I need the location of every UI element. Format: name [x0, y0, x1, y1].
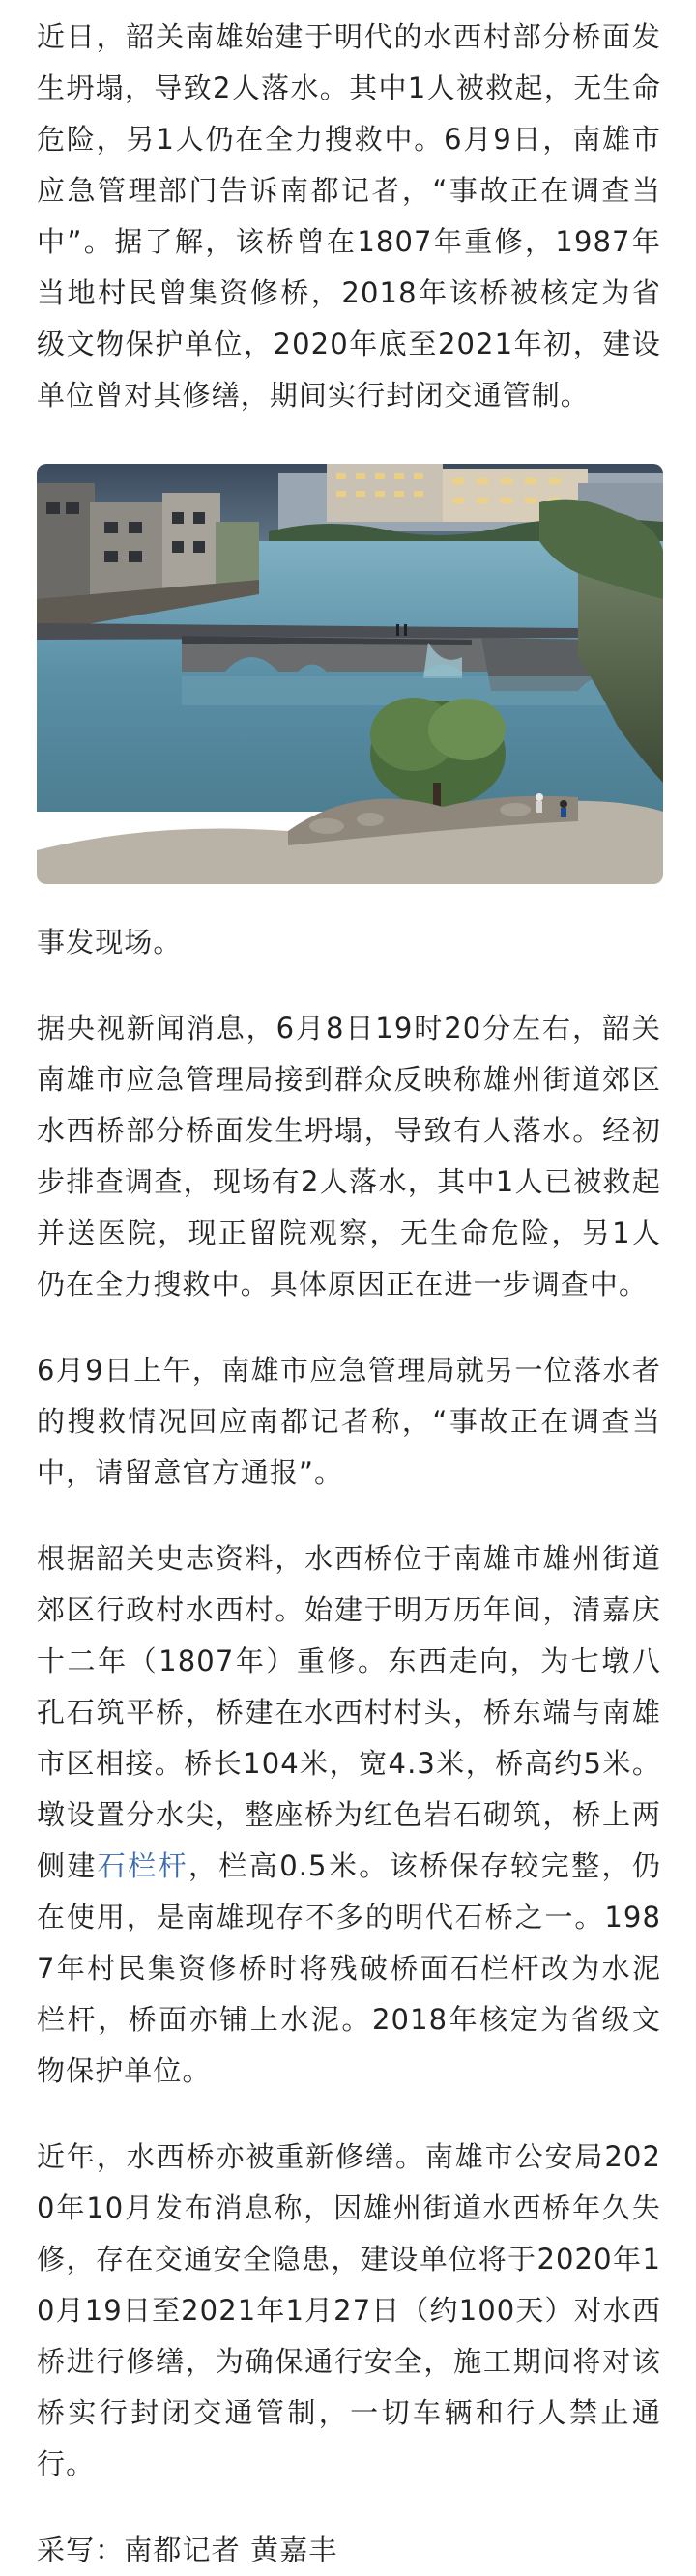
photo-caption: 事发现场。	[37, 926, 183, 959]
bridge-scene-photo	[37, 464, 663, 884]
article-paragraph-history	[37, 1533, 661, 2097]
history-text-after-link: ，栏高0.5米。该桥保存较完整，仍在使用，是南雄现存不多的明代石桥之一。1987年村民集资修桥时将残破桥面石栏杆改为水泥栏杆，桥面亦铺上水泥。2018年核定为省级文物保护单位。	[37, 1849, 661, 2087]
byline: 采写：南都记者 黄嘉丰	[37, 2533, 338, 2566]
article-paragraph-intro: 近日，韶关南雄始建于明代的水西村部分桥面发生坍塌，导致2人落水。其中1人被救起，无生命危险，另1人仍在全力搜救中。6月9日，南雄市应急管理部门告诉南都记者，“事故正在调查当中”。据了解，该桥曾在1807年重修，1987年当地村民曾集资修桥，2018年该桥被核定为省级文物保护单位，2020年底至2021年初，建设单位曾对其修缮，期间实行封闭交通管制。	[37, 20, 661, 412]
news-photo[interactable]	[37, 464, 663, 884]
article-paragraph-response: 6月9日上午，南雄市应急管理局就另一位落水者的搜救情况回应南都记者称，“事故正在调查当中，请留意官方通报”。	[37, 1354, 661, 1489]
history-text-before-link: 根据韶关史志资料，水西桥位于南雄市雄州街道郊区行政村水西村。始建于明万历年间，清嘉庆十二年（1807年）重修。东西走向，为七墩八孔石筑平桥，桥建在水西村村头，桥东端与南雄市区相接。桥长104米，宽4.3米，桥高约5米。墩设置分水尖，整座桥为红色岩石砌筑，桥上两侧建	[37, 1542, 661, 1882]
article-paragraph-cctv: 据央视新闻消息，6月8日19时20分左右，韶关南雄市应急管理局接到群众反映称雄州街道郊区水西桥部分桥面发生坍塌，导致有人落水。经初步排查调查，现场有2人落水，其中1人已被救起并送医院，现正留院观察，无生命危险，另1人仍在全力搜救中。具体原因正在进一步调查中。	[37, 1012, 661, 1301]
article-paragraph-repair: 近年，水西桥亦被重新修缮。南雄市公安局2020年10月发布消息称，因雄州街道水西桥年久失修，存在交通安全隐患，建设单位将于2020年10月19日至2021年1月27日（约100天）对水西桥进行修缮，为确保通行安全，施工期间将对该桥实行封闭交通管制，一切车辆和行人禁止通行。	[37, 2140, 661, 2480]
stone-railing-link[interactable]: 石栏杆	[97, 1849, 188, 1882]
